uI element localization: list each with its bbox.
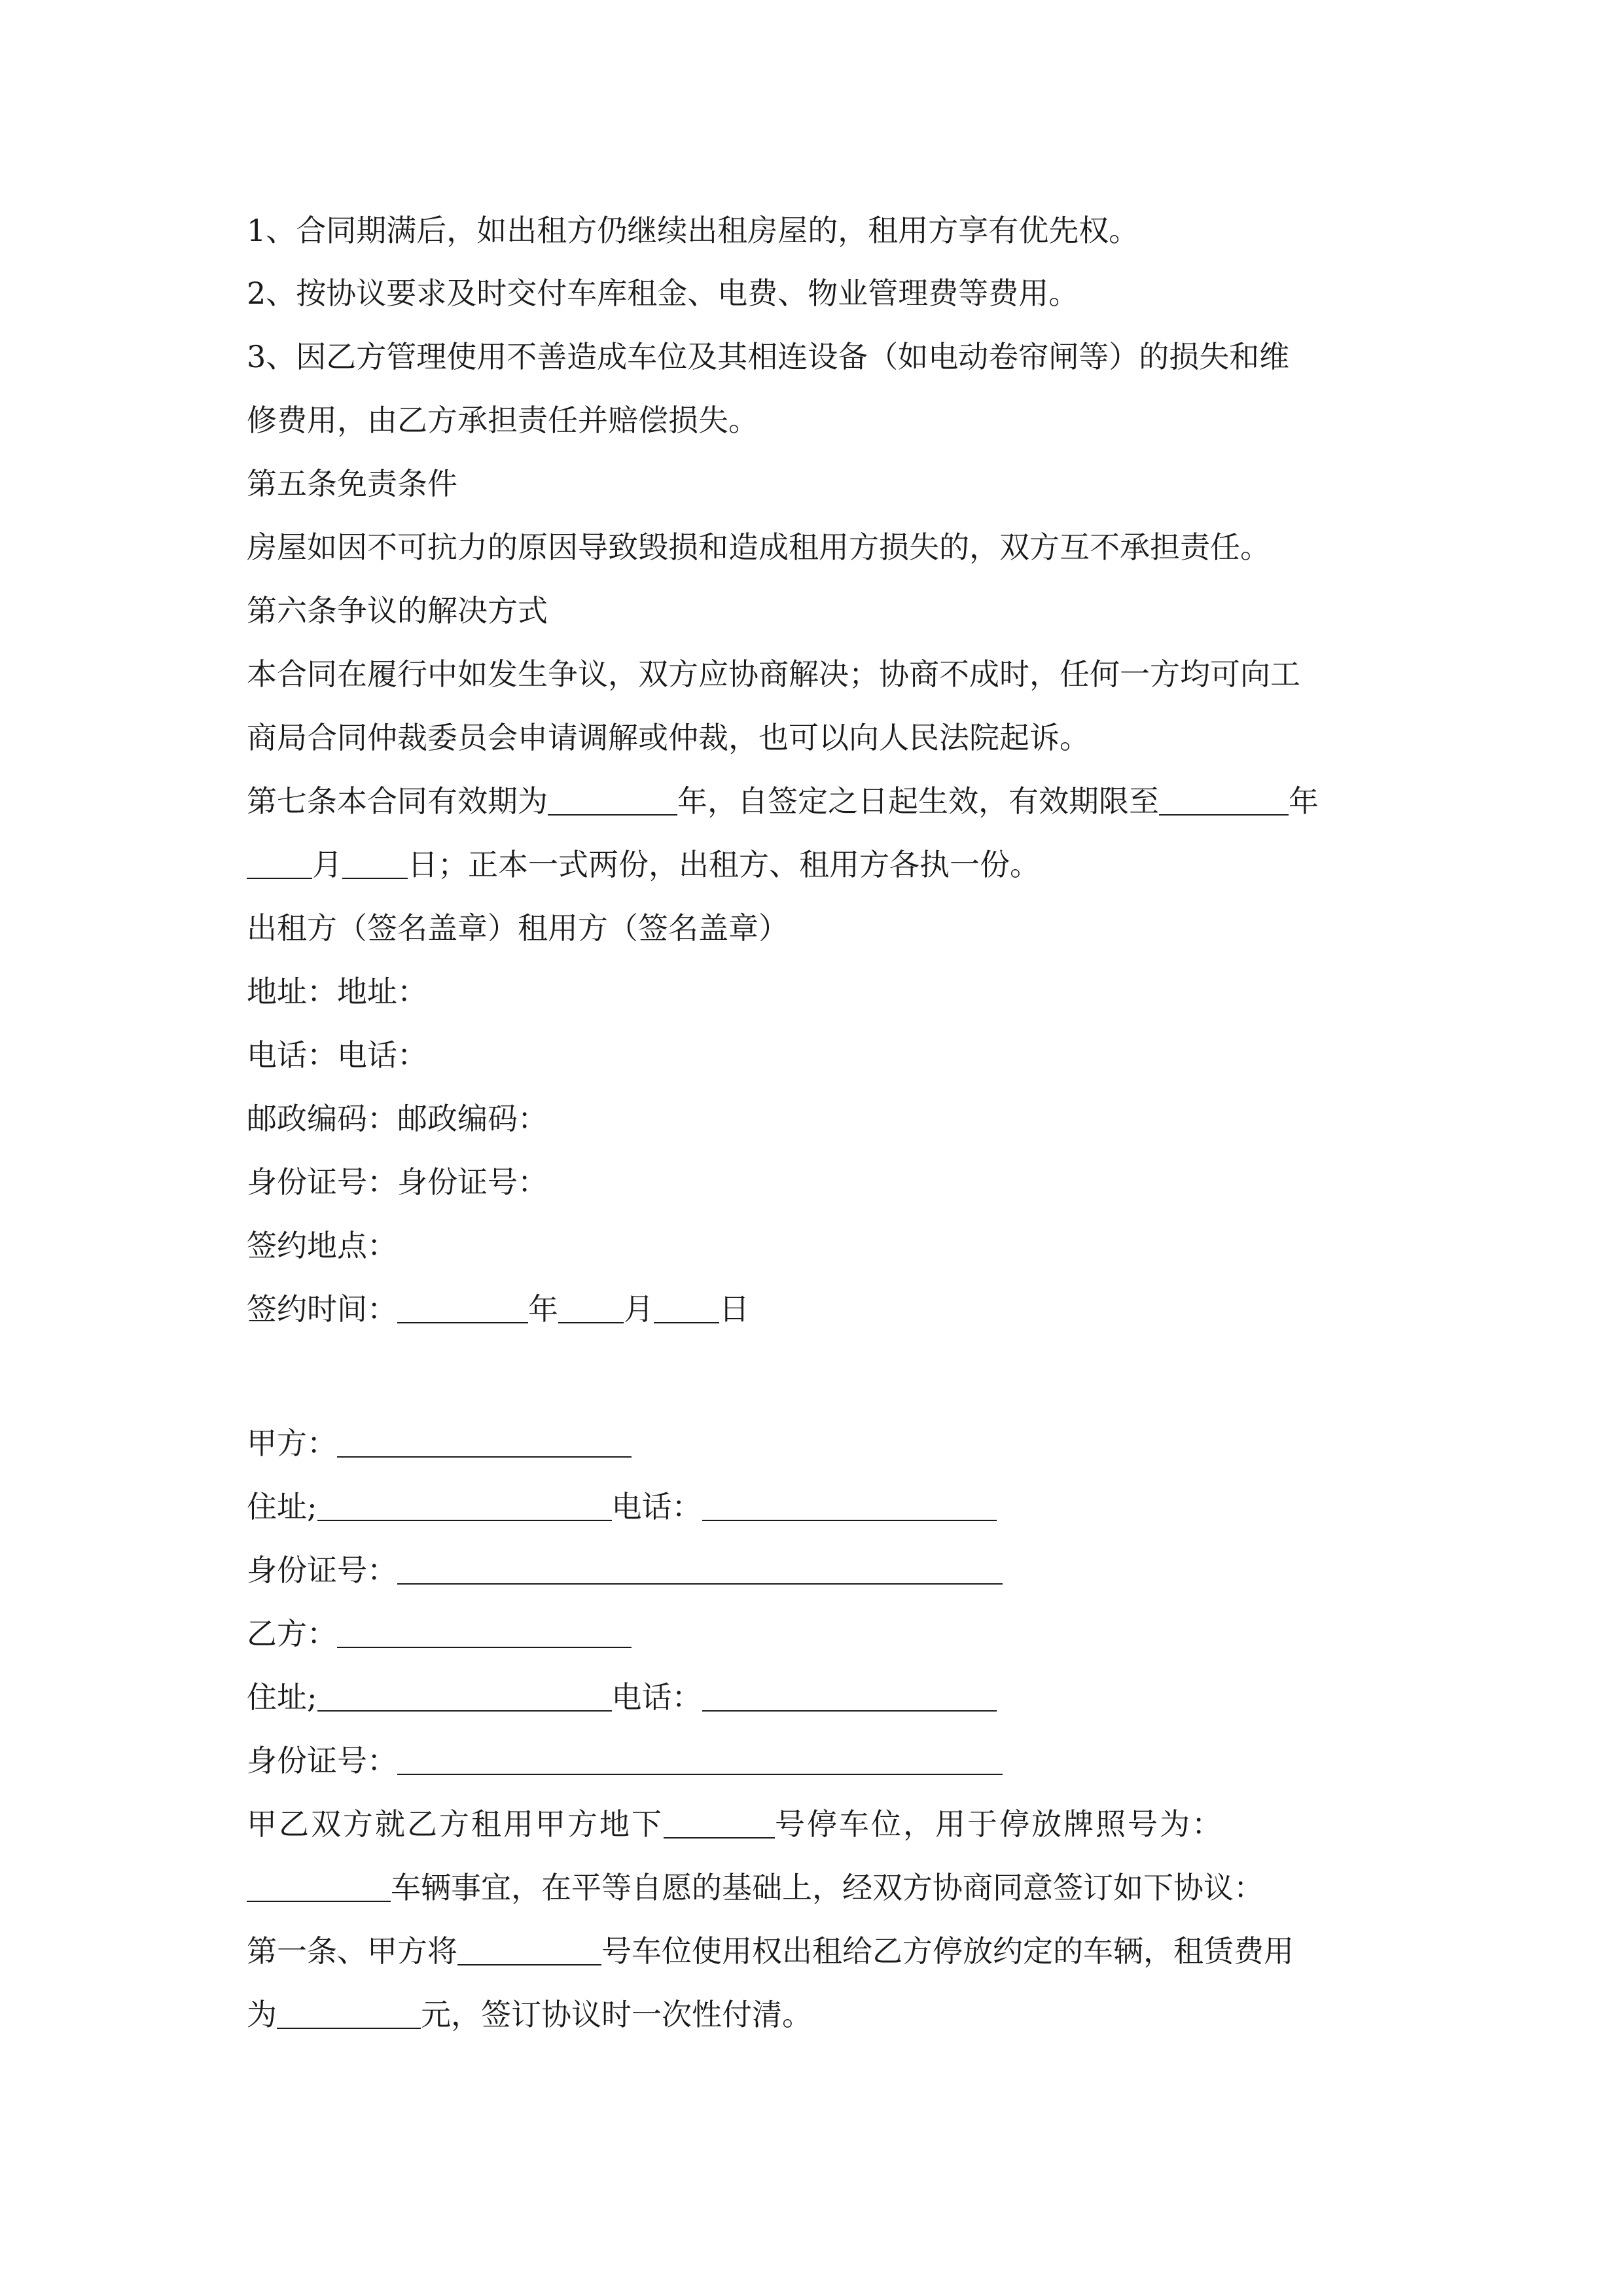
clause-item-1: 1、合同期满后，如出租方仍继续出租房屋的，租用方享有优先权。 <box>247 213 1139 248</box>
agreement-intro-c: 车辆事宜，在平等自愿的基础上，经双方协商同意签订如下协议： <box>391 1870 1264 1905</box>
party-a-address-line <box>247 1487 1379 1526</box>
article-5-text: 房屋如因不可抗力的原因导致毁损和造成租用方损失的，双方互不承担责任。 <box>247 529 1270 565</box>
party-a-id-line <box>247 1551 1379 1590</box>
party-a-phone-label: 电话： <box>611 1489 702 1524</box>
party-b-id-label: 身份证号： <box>247 1743 397 1778</box>
signing-year-label: 年 <box>528 1291 558 1327</box>
party-b-address-blank[interactable] <box>317 1680 612 1712</box>
party-a-address-label: 住址; <box>247 1489 317 1524</box>
party-b-phone-label: 电话： <box>611 1679 702 1715</box>
agreement-intro-a: 甲乙双方就乙方租用甲方地下 <box>247 1806 664 1842</box>
expiry-month-blank[interactable] <box>247 848 312 879</box>
party-b-line <box>247 1614 1379 1653</box>
party-a-id-label: 身份证号： <box>247 1552 397 1588</box>
party-b-label: 乙方： <box>247 1616 337 1651</box>
party-b-address-line <box>247 1677 1379 1717</box>
article-7-text-d: 日；正本一式两份，出租方、租用方各执一份。 <box>408 847 1040 882</box>
article-1-text-c: 为 <box>247 1997 277 2032</box>
agreement-intro-cont <box>247 1868 1379 1907</box>
expiry-year-blank[interactable] <box>1159 784 1289 816</box>
article-7-text-a: 第七条本合同有效期为 <box>247 783 548 819</box>
parking-space-number-blank[interactable] <box>664 1807 775 1839</box>
party-b-id-blank[interactable] <box>397 1744 1003 1775</box>
party-b-phone-blank[interactable] <box>702 1680 997 1712</box>
signing-place-line: 签约地点： <box>247 1228 397 1263</box>
signing-day-label: 日 <box>719 1291 749 1327</box>
phone-line: 电话：电话： <box>247 1037 427 1073</box>
party-a-label: 甲方： <box>247 1426 337 1461</box>
article-7-text-c: 年 <box>1289 783 1319 819</box>
article-1-line <box>247 1931 1379 1971</box>
clause-item-3-cont: 修费用，由乙方承担责任并赔偿损失。 <box>247 403 758 438</box>
postcode-line: 邮政编码：邮政编码： <box>247 1101 548 1136</box>
article-5-heading: 第五条免责条件 <box>247 466 457 501</box>
article-1-line-cont <box>247 1995 1379 2034</box>
expiry-day-blank[interactable] <box>342 848 408 879</box>
article-1-text-d: 元，签订协议时一次性付清。 <box>421 1997 812 2032</box>
party-a-name-blank[interactable] <box>337 1426 632 1458</box>
article-6-text: 本合同在履行中如发生争议，双方应协商解决；协商不成时，任何一方均可向工 <box>247 656 1300 692</box>
article-1-text-a: 第一条、甲方将 <box>247 1933 457 1969</box>
article-6-text-cont: 商局合同仲裁委员会申请调解或仲裁，也可以向人民法院起诉。 <box>247 720 1090 755</box>
party-a-address-blank[interactable] <box>317 1490 612 1521</box>
party-a-phone-blank[interactable] <box>702 1490 997 1521</box>
id-number-line: 身份证号：身份证号： <box>247 1164 548 1200</box>
article-7-text-b: 年，自签定之日起生效，有效期限至 <box>677 783 1159 819</box>
party-b-id-line <box>247 1741 1379 1780</box>
signing-day-blank[interactable] <box>654 1292 719 1323</box>
rented-space-number-blank[interactable] <box>457 1934 601 1965</box>
agreement-intro-line <box>247 1804 1379 1844</box>
rent-amount-blank[interactable] <box>277 1998 421 2029</box>
article-7-line-cont <box>247 845 1379 884</box>
signature-heading: 出租方（签名盖章）租用方（签名盖章） <box>247 910 789 946</box>
signing-time-label: 签约时间： <box>247 1291 397 1327</box>
article-7-line <box>247 781 1379 821</box>
address-line: 地址：地址： <box>247 974 427 1009</box>
license-plate-blank[interactable] <box>247 1871 391 1902</box>
signing-time-line <box>247 1289 1379 1329</box>
validity-years-blank[interactable] <box>548 784 677 816</box>
article-1-text-b: 号车位使用权出租给乙方停放约定的车辆，租赁费用 <box>601 1933 1294 1969</box>
clause-item-2: 2、按协议要求及时交付车库租金、电费、物业管理费等费用。 <box>247 276 1079 311</box>
agreement-intro-b: 号停车位，用于停放牌照号为： <box>775 1806 1224 1842</box>
signing-year-blank[interactable] <box>397 1292 528 1323</box>
party-a-id-blank[interactable] <box>397 1553 1003 1585</box>
clause-item-3: 3、因乙方管理使用不善造成车位及其相连设备（如电动卷帘闸等）的损失和维 <box>247 339 1290 374</box>
party-b-address-label: 住址; <box>247 1679 317 1715</box>
article-6-heading: 第六条争议的解决方式 <box>247 593 548 628</box>
signing-month-blank[interactable] <box>558 1292 624 1323</box>
party-b-name-blank[interactable] <box>337 1617 632 1648</box>
party-a-line <box>247 1424 1379 1463</box>
signing-month-label: 月 <box>624 1291 654 1327</box>
article-7-month-label: 月 <box>312 847 342 882</box>
